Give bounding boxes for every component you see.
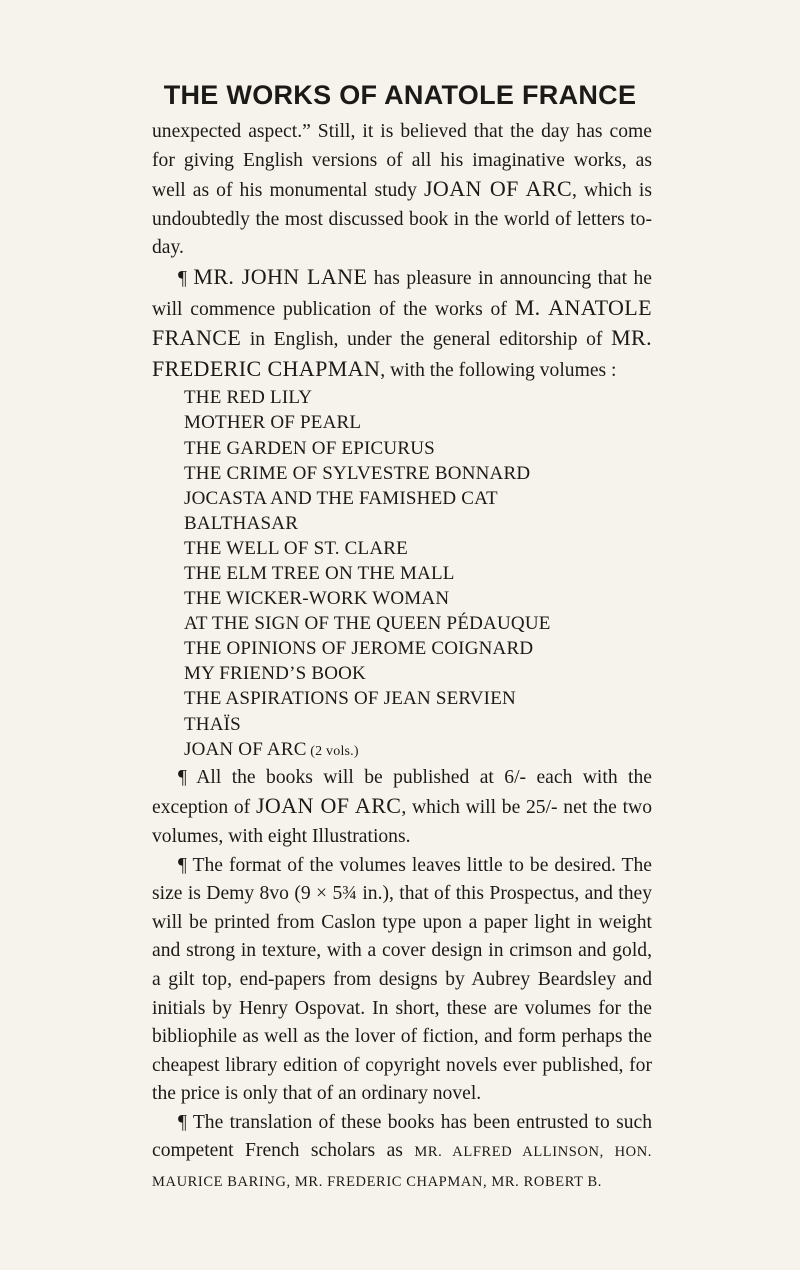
p1-book-title: JOAN OF ARC: [423, 176, 573, 202]
p5-text: The translation of these books has been entrusted to such competent French scholars as: [152, 1111, 653, 1162]
paragraph-continued: [152, 118, 652, 263]
volume-item: THE RED LILY: [184, 387, 313, 409]
pilcrow-mark: ¶: [178, 766, 187, 788]
volume-item: JOCASTA AND THE FAMISHED CAT: [184, 487, 498, 509]
pilcrow-mark: ¶: [178, 1111, 187, 1133]
paragraph-pricing: [152, 764, 652, 852]
volume-item: AT THE SIGN OF THE QUEEN PÉDAUQUE: [184, 613, 551, 635]
volume-item: THE WICKER-WORK WOMAN: [184, 588, 450, 610]
p2-text: has pleasure in announcing that he will commence publication of the works of: [152, 267, 652, 320]
volume-item: THE CRIME OF SYLVESTRE BONNARD: [184, 462, 531, 484]
volume-title: JOAN OF ARC: [184, 738, 307, 760]
pilcrow-mark: ¶: [178, 267, 187, 289]
p2-text-end: , with the following volumes :: [380, 359, 617, 381]
volume-item: THE ELM TREE ON THE MALL: [184, 563, 455, 584]
running-head: THE WORKS OF ANATOLE FRANCE: [163, 80, 637, 110]
p2-text-2: in English, under the general editorship of: [241, 329, 612, 351]
paragraph-format: [152, 852, 652, 1109]
volume-count-note: (2 vols.): [306, 743, 359, 759]
editor-name: MR. FREDERIC CHAPMAN: [152, 325, 652, 381]
p3-text-end: , which will be 25/- net the two volumes, with eight Illustrations.: [152, 797, 652, 847]
volume-item-last: [184, 737, 652, 764]
author-name: M. ANATOLE FRANCE: [152, 294, 652, 351]
volume-item: MY FRIEND’S BOOK: [184, 663, 366, 685]
body-text: [152, 118, 652, 1197]
paragraph-announcement: [152, 263, 652, 385]
volume-item: MOTHER OF PEARL: [184, 412, 362, 434]
pilcrow-mark: ¶: [178, 854, 187, 876]
p4-text: The format of the volumes leaves little to be desired. The size is Demy 8vo (9 × 5¾ in.), that of this Prospectus, and they will be printed from Caslon type upon a paper light in weight and strong in texture, with a cover design in crimson and gold, a gilt top, end-papers from designs by Aubrey Beardsley and initials by Henry Ospovat. In short, these are volumes for the bibliophile as well as the lover of fiction, and form perhaps the cheapest library edition of copyright novels ever published, for the price is only that of an ordinary novel.: [152, 854, 652, 1105]
volume-list: [152, 385, 652, 763]
p1-text-end: , which is undoubtedly the most discussed book in the world of letters to-day.: [152, 180, 652, 259]
volume-item: THAÏS: [184, 713, 241, 735]
volume-item: THE WELL OF ST. CLARE: [184, 537, 408, 559]
p3-text: All the books will be published at 6/- each with the exception of: [152, 766, 652, 819]
p3-book-title: JOAN OF ARC: [255, 793, 402, 819]
translator-names: MR. ALFRED ALLINSON, HON. MAURICE BARING, MR. FREDERIC CHAPMAN, MR. ROBERT B.: [152, 1144, 653, 1191]
volume-item: THE ASPIRATIONS OF JEAN SERVIEN: [184, 688, 516, 710]
publisher-name: MR. JOHN LANE: [193, 263, 368, 289]
volume-item: THE OPINIONS OF JEROME COIGNARD: [184, 638, 534, 660]
paragraph-translation: [152, 1109, 652, 1197]
p1-text: unexpected aspect.” Still, it is believed that the day has come for giving English versions of all his imaginative works, as well as of his monumental study: [152, 121, 652, 202]
volume-item: BALTHASAR: [184, 512, 299, 534]
volume-item: THE GARDEN OF EPICURUS: [184, 437, 435, 459]
